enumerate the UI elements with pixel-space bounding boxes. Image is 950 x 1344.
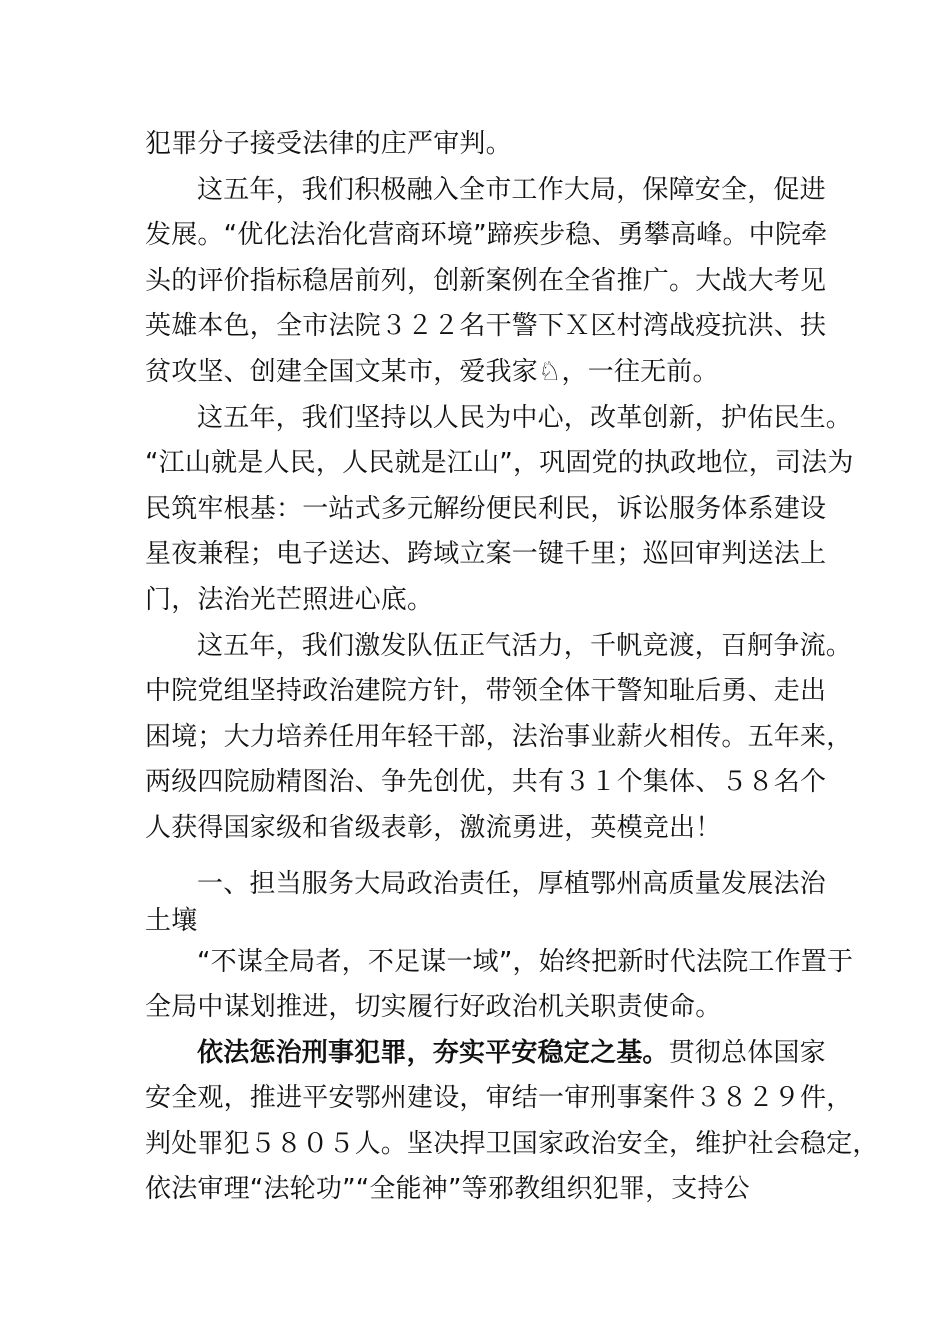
text-line: 民筑牢根基：一站式多元解纷便民利民，诉讼服务体系建设: [145, 493, 827, 524]
bold-lead-rest: 贯彻总体国家: [668, 1037, 826, 1068]
text-line: 两级四院励精图治、争先创优，共有３１个集体、５８名个: [145, 767, 827, 798]
text-line: 英雄本色，全市法院３２２名干警下Ｘ区村湾战疫抗洪、扶: [145, 311, 827, 342]
text-line: 人获得国家级和省级表彰，激流勇进，英模竞出！: [145, 812, 722, 843]
text-line: 困境；大力培养任用年轻干部，法治事业薪火相传。五年来，: [145, 721, 853, 752]
body-text: [145, 122, 879, 1213]
text-line: 判处罪犯５８０５人。坚决捍卫国家政治安全，维护社会稳定，: [145, 1128, 879, 1159]
quote-line-2: 全局中谋划推进，切实履行好政治机关职责使命。: [145, 992, 722, 1023]
paragraph-start-line: 这五年，我们积极融入全市工作大局，保障安全，促进: [197, 174, 826, 205]
text-line: 安全观，推进平安鄂州建设，审结一审刑事案件３８２９件，: [145, 1083, 853, 1114]
quote-line-1: “不谋全局者，不足谋一域”，始终把新时代法院工作置于: [197, 946, 854, 977]
text-line: 中院党组坚持政治建院方针，带领全体干警知耻后勇、走出: [145, 676, 827, 707]
paragraph-start-line: 这五年，我们激发队伍正气活力，千帆竞渡，百舸争流。: [197, 630, 853, 661]
text-line: 门，法治光芒照进心底。: [145, 584, 434, 615]
section-heading-line-2: 土壤: [145, 905, 198, 936]
text-line: 依法审理“法轮功”“全能神”等邪教组织犯罪，支持公: [145, 1174, 750, 1205]
text-line: 头的评价指标稳居前列，创新案例在全省推广。大战大考见: [145, 265, 827, 296]
paragraph-start-line: 这五年，我们坚持以人民为中心，改革创新，护佑民生。: [197, 402, 853, 433]
text-line: 星夜兼程；电子送达、跨域立案一键千里；巡回审判送法上: [145, 539, 827, 570]
bold-lead-text: 依法惩治刑事犯罪，夯实平安稳定之基。: [197, 1037, 669, 1068]
bold-lead-line: [145, 1031, 845, 1077]
section-heading-line-1: 一、担当服务大局政治责任，厚植鄂州高质量发展法治: [197, 868, 826, 899]
text-line: 发展。“优化法治化营商环境”蹄疾步稳、勇攀高峰。中院牵: [145, 220, 828, 251]
text-line: 犯罪分子接受法律的庄严审判。: [145, 129, 512, 159]
text-line: 贫攻坚、创建全国文某市，爱我家♘，一往无前。: [145, 356, 719, 387]
text-line: “江山就是人民，人民就是江山”，巩固党的执政地位，司法为: [145, 448, 854, 479]
